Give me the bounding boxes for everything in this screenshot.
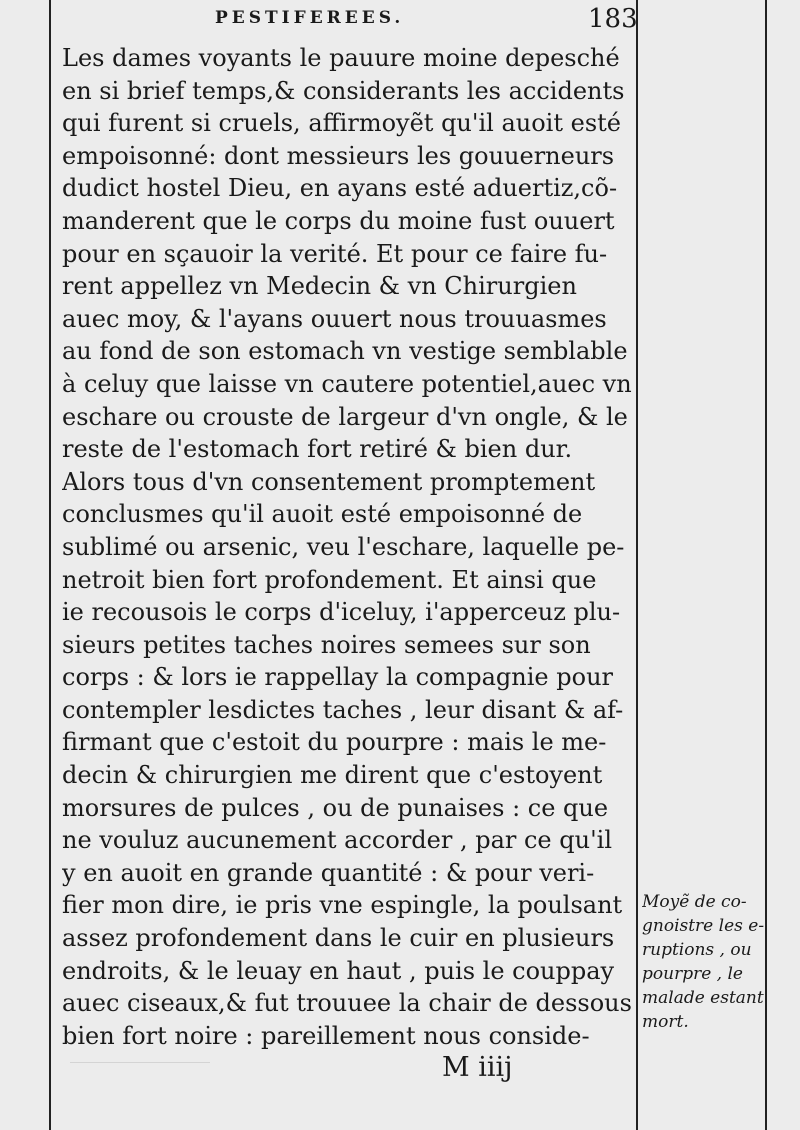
text-line: à celuy que laisse vn cautere potentiel,auec vn <box>62 369 632 398</box>
text-line: empoisonné: dont messieurs les gouuerneurs <box>62 141 615 170</box>
text-line: reste de l'estomach fort retiré & bien dur. <box>62 435 573 464</box>
text-line: Alors tous d'vn consentement promptement <box>62 467 596 496</box>
running-head: PESTIFEREES. <box>215 8 405 28</box>
text-line: assez profondement dans le cuir en plusieurs <box>62 924 615 953</box>
text-line: pour en sçauoir la verité. Et pour ce faire fu- <box>62 239 608 268</box>
text-line: endroits, & le leuay en haut , puis le couppay <box>62 956 615 985</box>
margin-divider-rule <box>636 0 638 1130</box>
margin-note-line: malade estant <box>642 988 764 1008</box>
margin-note-line: gnoistre les e- <box>642 916 764 936</box>
margin-note-line: mort. <box>642 1012 689 1032</box>
text-line: firmant que c'estoit du pourpre : mais le me- <box>62 728 607 757</box>
text-line: corps : & lors ie rappellay la compagnie pour <box>62 663 613 692</box>
text-line: y en auoit en grande quantité : & pour veri- <box>62 858 595 887</box>
text-line: manderent que le corps du moine fust ouuert <box>62 206 615 235</box>
margin-note-line: Moyẽ de co- <box>642 892 747 912</box>
text-line: rent appellez vn Medecin & vn Chirurgien <box>62 272 577 301</box>
text-line: morsures de pulces , ou de punaises : ce que <box>62 793 609 822</box>
margin-note <box>642 890 764 1034</box>
margin-note-line: pourpre , le <box>642 964 743 984</box>
page-number: 183 <box>588 4 638 34</box>
text-line: Les dames voyants le pauure moine depesché <box>62 44 620 72</box>
text-line: au fond de son estomach vn vestige semblable <box>62 337 628 366</box>
text-line: decin & chirurgien me dirent que c'estoyent <box>62 761 603 790</box>
text-line: sublimé ou arsenic, veu l'eschare, laquelle pe- <box>62 532 625 561</box>
text-line: sieurs petites taches noires semees sur son <box>62 630 591 659</box>
text-line: dudict hostel Dieu, en ayans esté aduertiz,cõ- <box>62 174 618 203</box>
text-line: auec ciseaux,& fut trouuee la chair de dessous <box>62 989 632 1018</box>
text-line: eschare ou crouste de largeur d'vn ongle, & le <box>62 402 628 431</box>
text-line: auec moy, & l'ayans ouuert nous trouuasmes <box>62 304 607 333</box>
text-line: fier mon dire, ie pris vne espingle, la poulsant <box>62 891 623 920</box>
signature-mark: M iiij <box>442 1052 513 1083</box>
text-line: bien fort noire : pareillement nous conside- <box>62 1021 590 1050</box>
text-line: ie recousois le corps d'iceluy, i'apperceuz plu- <box>62 598 621 627</box>
text-line: conclusmes qu'il auoit esté empoisonné de <box>62 500 583 529</box>
text-line: en si brief temps,& considerants les accidents <box>62 76 625 105</box>
right-frame-rule <box>765 0 767 1130</box>
text-line: contempler lesdictes taches , leur disant & af- <box>62 695 624 724</box>
left-frame-rule <box>49 0 51 1130</box>
text-line: ne vouluz aucunement accorder , par ce qu'il <box>62 826 613 855</box>
text-line: netroit bien fort profondement. Et ainsi que <box>62 565 597 594</box>
margin-note-line: ruptions , ou <box>642 940 752 960</box>
bleed-through-mark <box>70 1062 210 1075</box>
text-line: qui furent si cruels, affirmoyẽt qu'il auoit esté <box>62 109 621 138</box>
body-text-block <box>62 42 632 1052</box>
